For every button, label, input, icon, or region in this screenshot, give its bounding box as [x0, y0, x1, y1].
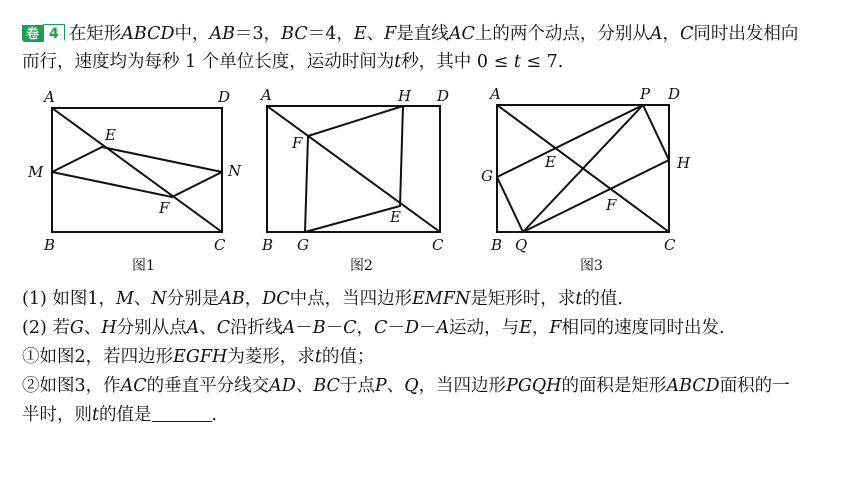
text-segment: AC [120, 376, 147, 396]
text-segment: F [549, 318, 562, 338]
text-segment: P [374, 376, 387, 396]
fig2-label-E: E [390, 208, 401, 226]
text-segment: C [679, 24, 694, 44]
text-segment: N [151, 289, 167, 309]
text-segment: A [436, 318, 450, 338]
text-segment: 、 [386, 376, 405, 396]
text-segment: 为菱形，求 [227, 347, 315, 367]
text-segment: ，当四边形 [418, 376, 507, 396]
text-segment: AB [209, 24, 236, 44]
text-segment: 是矩形时，求 [470, 289, 576, 309]
fig3-label-P: P [640, 85, 651, 103]
figure-1 [52, 108, 222, 232]
text-segment: ①如图2，若四边形 [22, 347, 174, 367]
text-segment: ≤ 7. [520, 52, 564, 72]
text-segment: － [387, 318, 405, 338]
fig3-label-C: C [664, 236, 676, 254]
text-segment: 、 [295, 376, 314, 396]
fig3-label-F: F [606, 196, 617, 214]
figure-2 [267, 106, 440, 232]
text-segment: G [69, 318, 84, 338]
text-segment: t [314, 347, 322, 367]
text-segment: 秒，其中 0 ≤ [401, 52, 514, 72]
text-segment: 面积的一 [719, 376, 790, 396]
text-segment: ABCD [666, 376, 720, 396]
text-segment: 上的两个动点，分别从 [474, 24, 650, 44]
fig1-label-D: D [218, 88, 231, 106]
text-segment: t [575, 289, 583, 309]
text-segment: 于点 [339, 376, 375, 396]
text-segment: M [116, 289, 134, 309]
text-segment: － [295, 318, 313, 338]
text-segment: ， [356, 318, 375, 338]
text-segment: AB [219, 289, 245, 309]
text-segment: ABCD [121, 24, 175, 44]
fig3-label-A: A [490, 85, 501, 103]
fig1-label-A: A [44, 88, 55, 106]
text-segment: EGFH [173, 347, 228, 367]
fig3-label-H: H [677, 154, 691, 172]
text-segment: 半时，则 [22, 405, 92, 425]
text-segment: (1) 如图1， [22, 289, 116, 309]
text-segment: F [384, 24, 397, 44]
fig1-label-F: F [159, 199, 170, 217]
text-segment: 运动，与 [449, 318, 520, 338]
text-segment: 、 [133, 289, 152, 309]
text-segment: AD [269, 376, 296, 396]
text-segment: － [418, 318, 437, 338]
text-segment: E [519, 318, 532, 338]
text-segment: 是直线 [396, 24, 449, 44]
fig1-label-C: C [214, 236, 226, 254]
fig2-label-H: H [398, 87, 412, 105]
text-segment: BC [313, 376, 340, 396]
text-segment: PGQH [506, 376, 562, 396]
text-segment: 分别从点 [116, 318, 187, 338]
fig3-label-E: E [545, 153, 556, 171]
text-segment: ②如图3，作 [22, 376, 121, 396]
text-segment: A [649, 24, 663, 44]
text-segment: . [211, 405, 218, 425]
text-segment: E [353, 24, 367, 44]
text-segment: t [513, 52, 521, 72]
fig3-label-D: D [668, 85, 681, 103]
text-segment: (2) 若 [22, 318, 70, 338]
text-segment: 4 [43, 24, 65, 42]
text-seg: 在矩形 [68, 24, 122, 44]
text-segment: C [216, 318, 231, 338]
fig3-label-G: G [481, 167, 493, 185]
text-segment: 相同的速度同时出发. [561, 318, 725, 338]
text-segment: BC [281, 24, 308, 44]
text-segment: EMFN [412, 289, 471, 309]
text-segment: t [92, 405, 100, 425]
text-segment: 的面积是矩形 [561, 376, 667, 396]
text-segment: A [186, 318, 200, 338]
text-segment: H [101, 318, 117, 338]
text-segment: 分别是 [166, 289, 220, 309]
fig2-label-A: A [261, 86, 272, 104]
text-segment: 卷 [22, 25, 43, 42]
fig1-label-B: B [44, 236, 56, 254]
fig3-label-B: B [491, 236, 503, 254]
text-segment: 中点，当四边形 [289, 289, 413, 309]
fig1-caption: 图1 [132, 258, 155, 274]
text-segment: 的值； [321, 347, 375, 367]
text-segment: － [325, 318, 344, 338]
text-segment: t [394, 52, 402, 72]
text-segment: 的值. [582, 289, 623, 309]
text-segment: B [312, 318, 326, 338]
text-segment: ＝3， [235, 24, 282, 44]
fig2-label-F: F [292, 134, 303, 152]
text-segment: 同时出发相向 [693, 24, 799, 44]
fig1-label-N: N [228, 162, 242, 180]
text-segment: 中， [174, 24, 210, 44]
text-segment: D [404, 318, 419, 338]
fig2-label-B: B [262, 236, 274, 254]
text-segment: A [282, 318, 296, 338]
text-segment: C [343, 318, 357, 338]
fig2-label-G: G [297, 236, 309, 254]
text-segment: 沿折线 [230, 318, 283, 338]
fig3-caption: 图3 [580, 258, 603, 274]
text-segment: ， [662, 24, 680, 44]
text-segment: 、 [199, 318, 217, 338]
text-segment: DC [262, 289, 290, 309]
text-segment: AC [448, 24, 475, 44]
fig2-caption: 图2 [350, 258, 373, 274]
fig3-label-Q: Q [515, 236, 528, 254]
fig1-label-E: E [105, 126, 116, 144]
fig2-label-D: D [437, 87, 450, 105]
text-segment: 、 [366, 24, 385, 44]
text-segment: 、 [83, 318, 102, 338]
text-segment: ＝4， [307, 24, 354, 44]
text-segment: 而行，速度均为每秒 1 个单位长度，运动时间为 [22, 52, 395, 72]
text-segment: 的垂直平分线交 [146, 376, 270, 396]
text-segment: C [374, 318, 388, 338]
fig1-label-M: M [28, 163, 44, 181]
text-segment: Q [404, 376, 419, 396]
text-segment: ， [244, 289, 263, 309]
figure-3 [497, 105, 669, 232]
fig2-label-C: C [432, 236, 444, 254]
text-segment: ， [531, 318, 550, 338]
text-segment: 的值是 [99, 405, 152, 425]
